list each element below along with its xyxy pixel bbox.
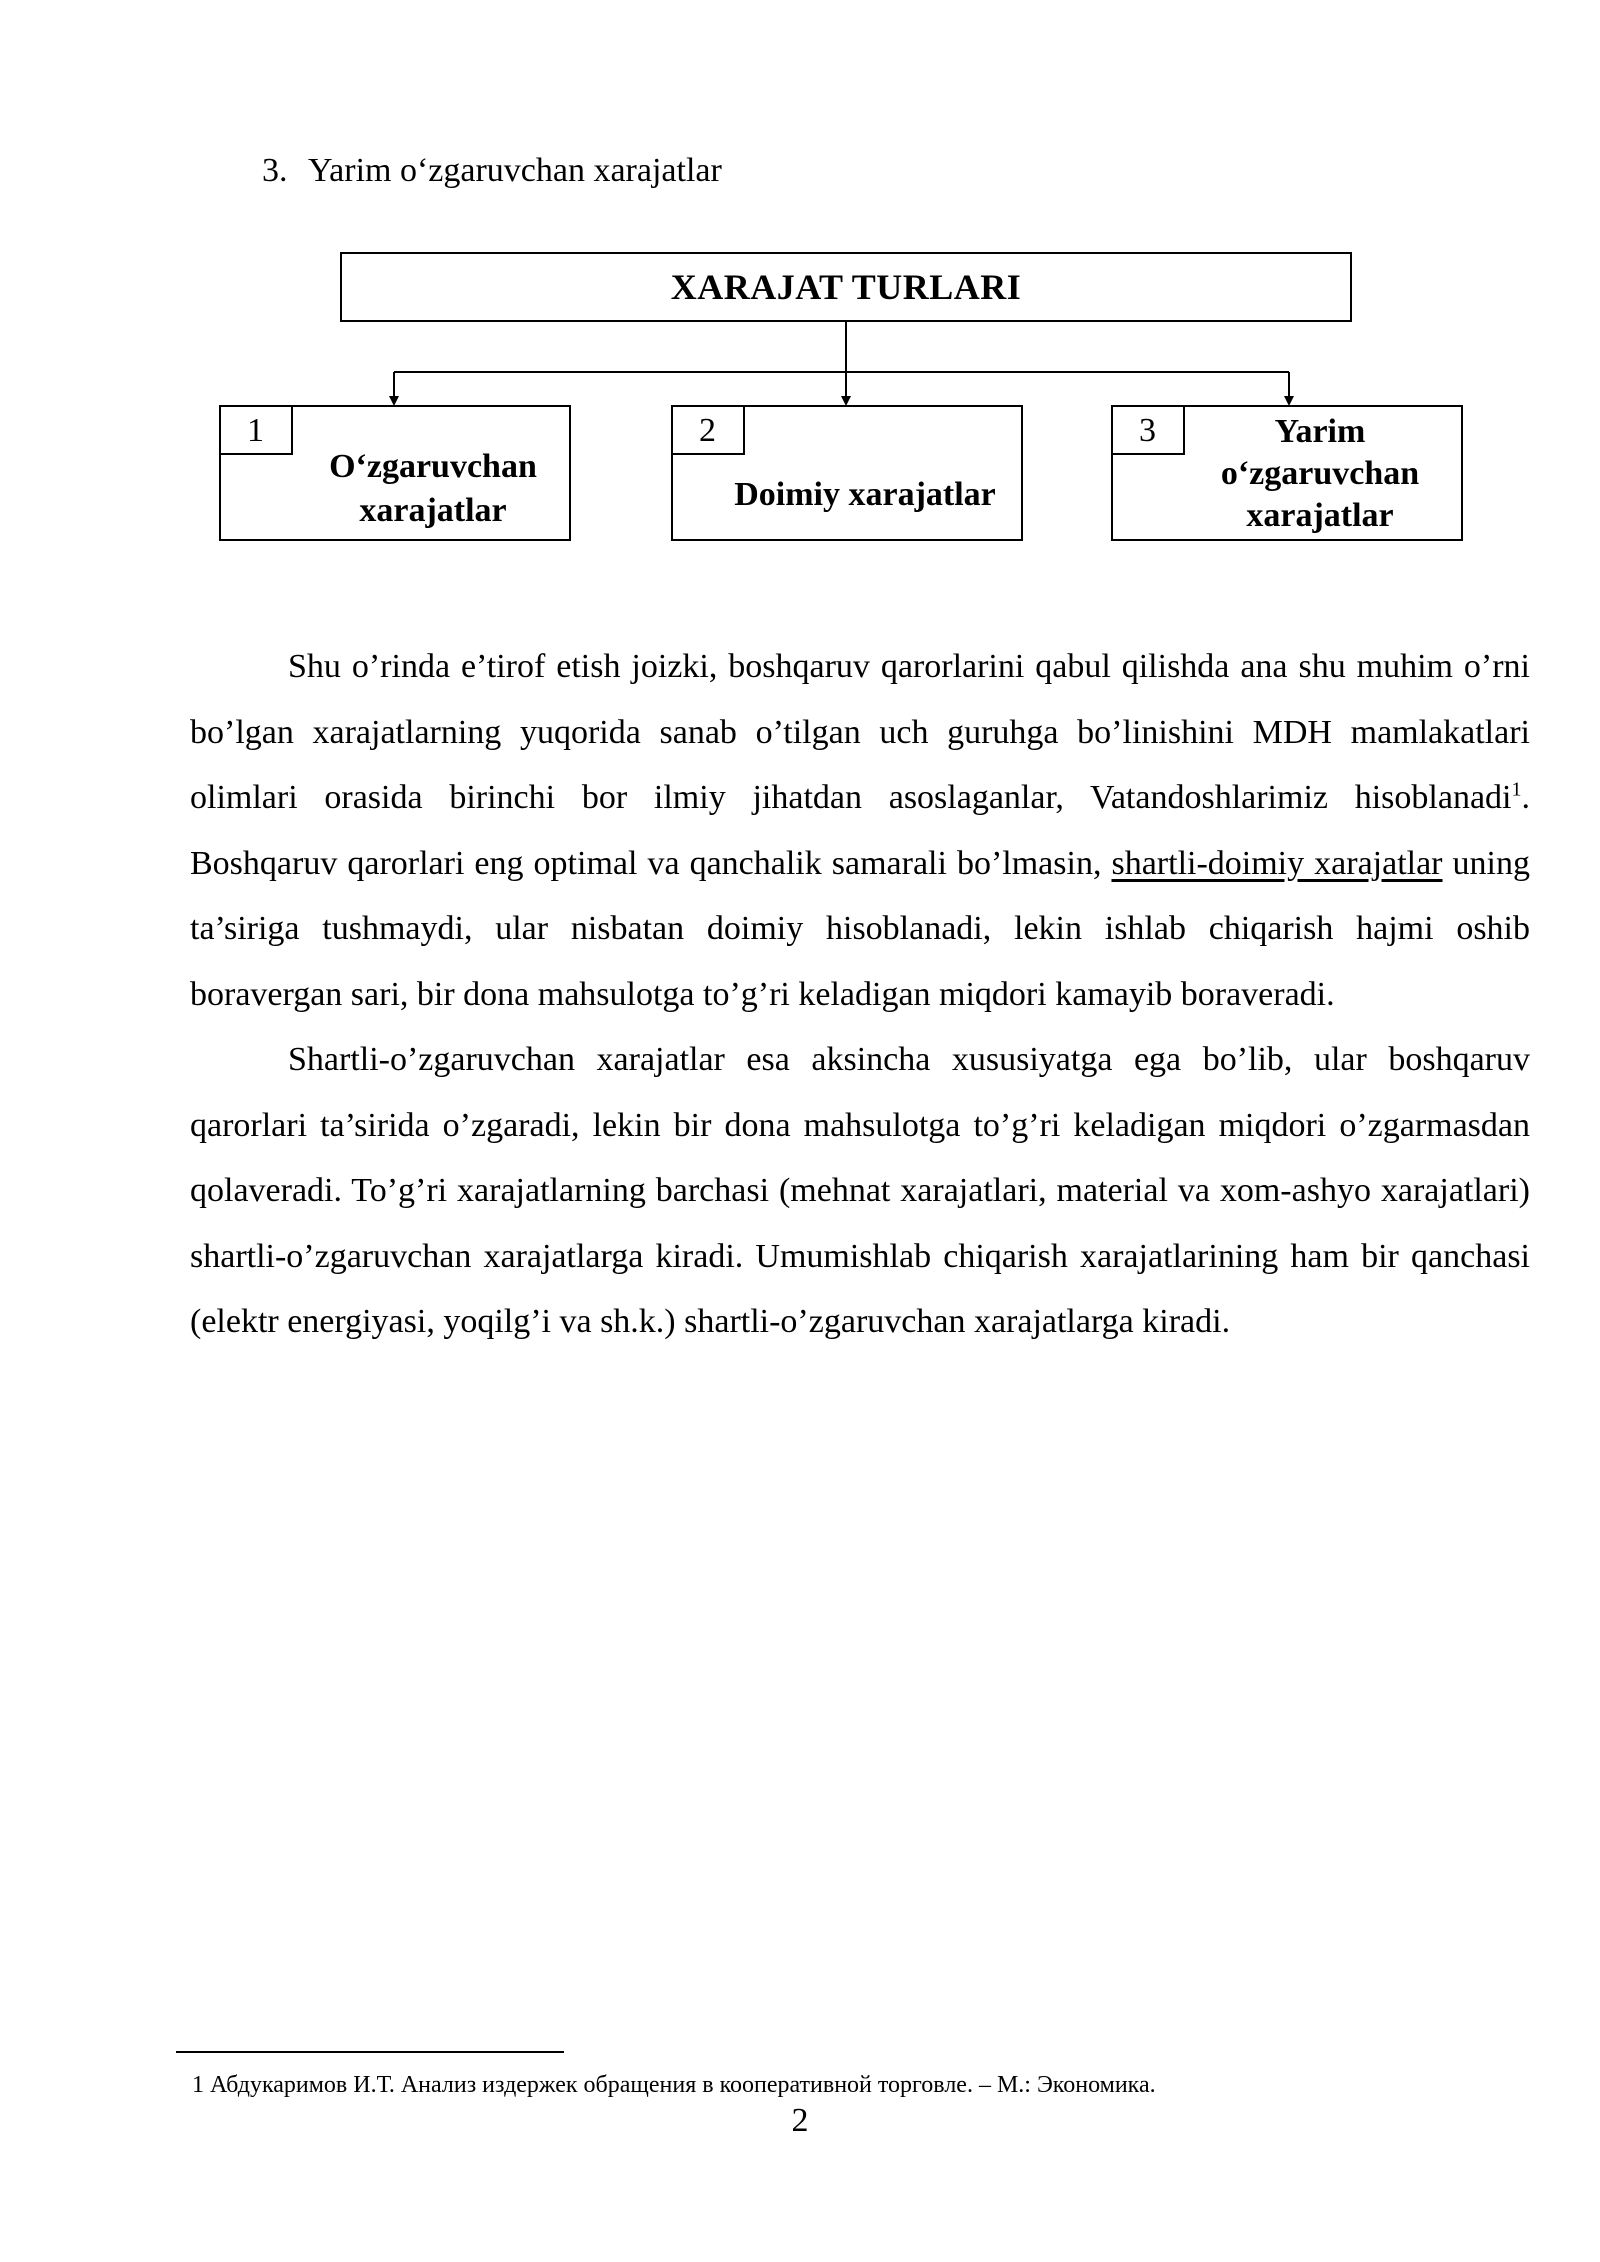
paragraph-1 bbox=[190, 634, 1530, 1027]
list-item-text: Yarim o‘zgaruvchan xarajatlar bbox=[308, 152, 722, 189]
box-index-3: 3 bbox=[1111, 405, 1185, 455]
box-index-2: 2 bbox=[671, 405, 745, 455]
underlined-term: shartli-doimiy xarajatlar bbox=[1111, 844, 1443, 882]
box-label-2: Doimiy xarajatlar bbox=[734, 476, 996, 513]
body-text bbox=[190, 634, 1530, 1355]
box-label-3: Yarim o‘zgaruvchan xarajatlar bbox=[1220, 413, 1420, 534]
diagram-title: XARAJAT TURLARI bbox=[670, 267, 1022, 307]
footnote-reference[interactable]: 1 bbox=[1511, 778, 1522, 801]
cost-type-box-1 bbox=[219, 405, 571, 541]
cost-types-diagram bbox=[0, 0, 1600, 600]
paragraph-1-part1: Shu o’rinda e’tirof etish joizki, boshqaruv qarorlarini qabul qilishda ana shu muhim o’rni bo’lgan xarajatlarning yuqorida sanab o’tilgan uch guruhga bo’linishini MDH mamlakatlari olimlari orasida birinchi bor ilmiy jihatdan asoslaganlar, Vatandoshlarimiz hisoblanadi bbox=[190, 648, 1530, 816]
paragraph-1-part2: . Boshqaruv qarorlari eng optimal va qanchalik samarali bo’lmasin, bbox=[190, 779, 1530, 882]
cost-type-box-3 bbox=[1111, 405, 1463, 541]
paragraph-1-part3: uning ta’siriga tushmaydi, ular nisbatan doimiy hisoblanadi, lekin ishlab chiqarish hajmi oshib boravergan sari, bir dona mahsulotga to’g’ri keladigan miqdori kamayib boraveradi. bbox=[190, 844, 1530, 1013]
page-number: 2 bbox=[791, 2102, 809, 2139]
box-label-1: O‘zgaruvchan xarajatlar bbox=[329, 448, 537, 529]
footnote-separator bbox=[176, 2051, 564, 2053]
paragraph-2: Shartli-o’zgaruvchan xarajatlar esa aksincha xususiyatga ega bo’lib, ular boshqaruv qarorlari ta’sirida o’zgaradi, lekin bir dona mahsulotga to’g’ri keladigan miqdori o’zgarmasdan qolaveradi. To’g’ri xarajatlarning barchasi (mehnat xarajatlari, material va xom-ashyo xarajatlari) shartli-o’zgaruvchan xarajatlarga kiradi. Umumishlab chiqarish xarajatlarining ham bir qanchasi (elektr energiyasi, yoqilg’i va sh.k.) shartli-o’zgaruvchan xarajatlarga kiradi. bbox=[190, 1041, 1530, 1340]
diagram-title-box bbox=[340, 252, 1352, 322]
box-index-1: 1 bbox=[219, 405, 293, 455]
list-item-number: 3. bbox=[262, 152, 288, 189]
cost-type-box-2 bbox=[671, 405, 1023, 541]
footnote-text: 1 Абдукаримов И.Т. Анализ издержек обращения в кооперативной торговле. – М.: Экономика. bbox=[192, 2072, 1156, 2098]
